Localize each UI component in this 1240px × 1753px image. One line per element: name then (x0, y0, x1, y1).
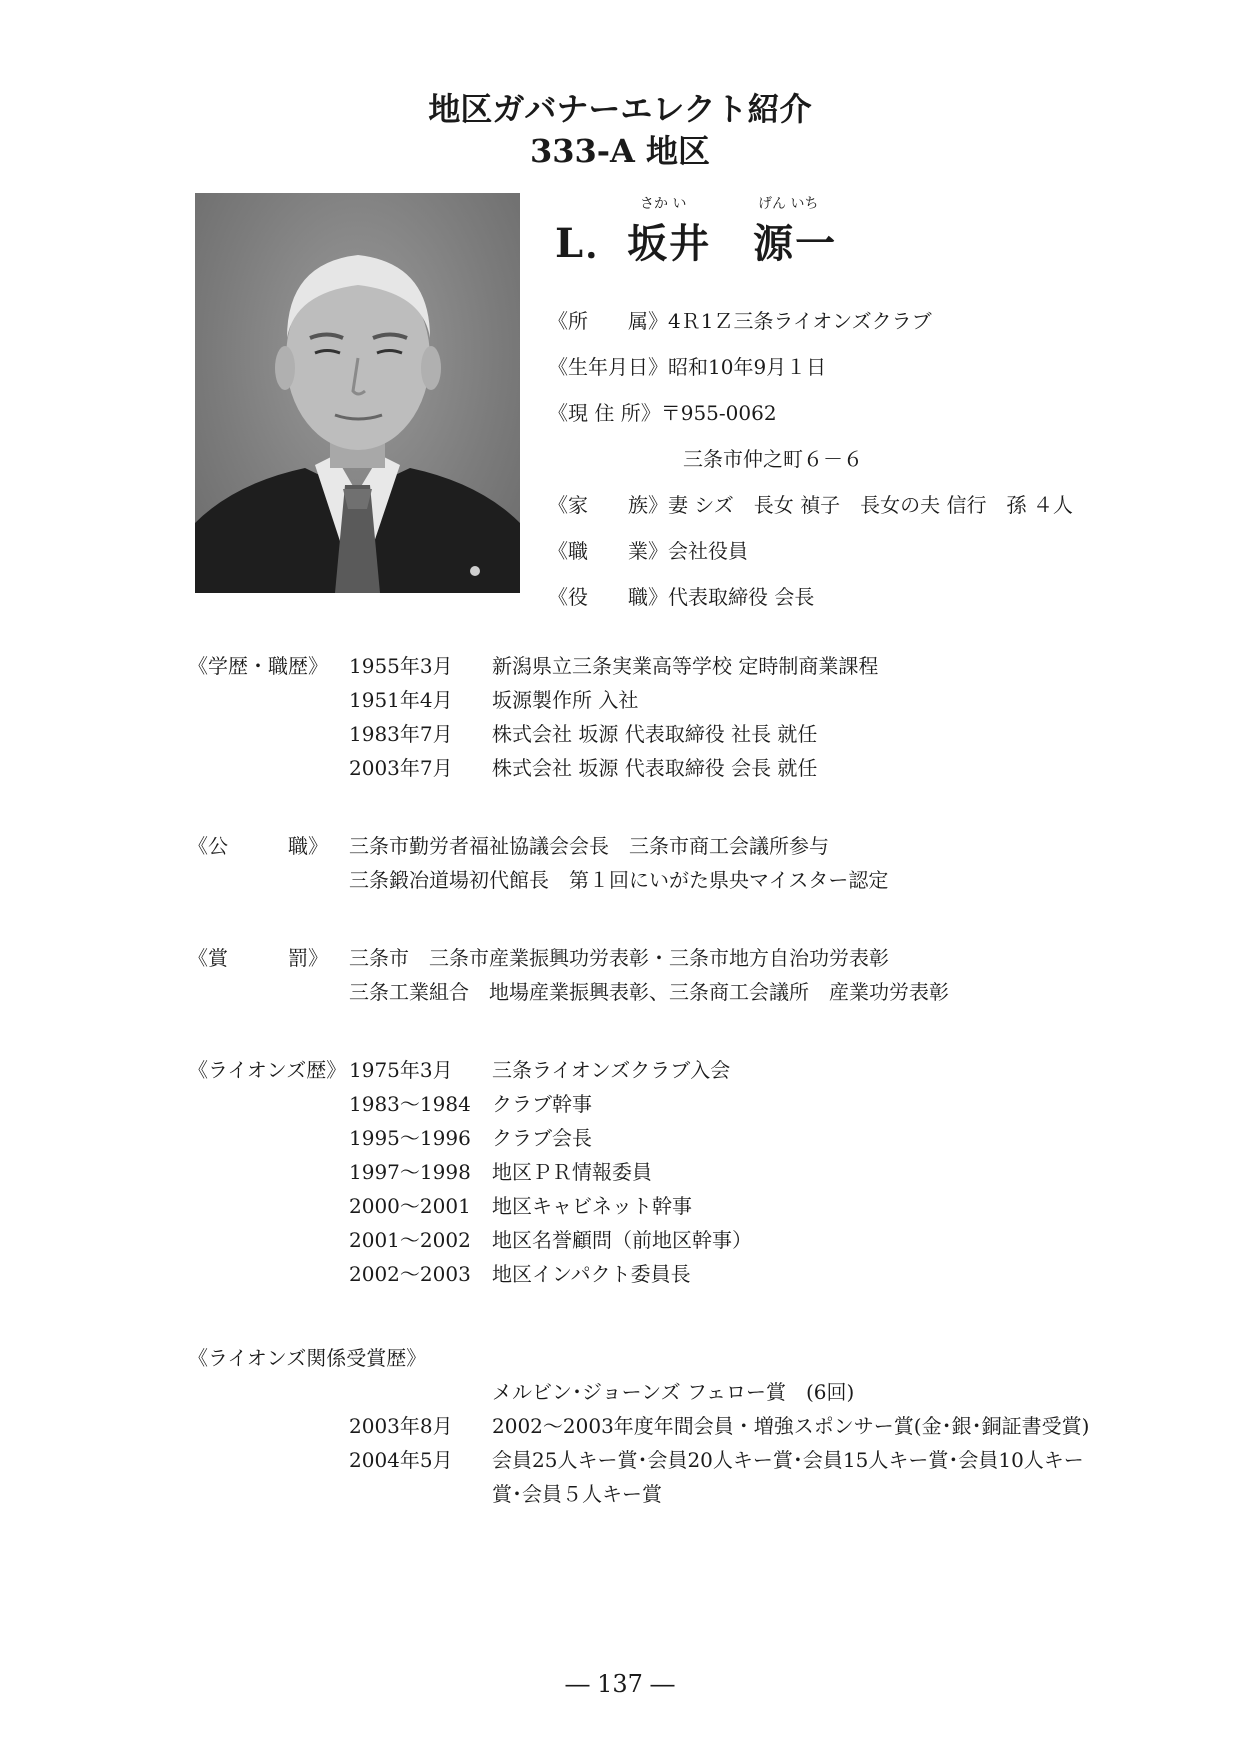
education-text: 株式会社 坂源 代表取締役 会長 就任 (492, 756, 818, 780)
profile-value: 会社役員 (668, 539, 748, 563)
profile-row-address-line2 (683, 443, 863, 472)
name-ruby-surname: さか い (640, 196, 687, 212)
profile-label: 《家 族》 (548, 493, 668, 517)
lions-history-text: 地区キャビネット幹事 (492, 1194, 692, 1218)
profile-value: 代表取締役 会長 (668, 585, 815, 609)
profile-value: 三条市仲之町６－６ (683, 447, 863, 471)
public-office-line: 三条市勤労者福祉協議会会長 三条市商工会議所参与 (349, 834, 829, 858)
lions-history-text: クラブ会長 (492, 1126, 592, 1150)
lions-history-date: 1983～1984 (349, 1092, 471, 1116)
profile-label: 《生年月日》 (548, 355, 668, 379)
profile-value: 〒955-0062 (660, 401, 777, 425)
lions-awards-text: メルビン･ジョーンズ フェロー賞 (6回) (492, 1380, 855, 1404)
profile-row-occupation (548, 535, 748, 564)
lions-history-date: 2000～2001 (349, 1194, 471, 1218)
lions-history-date: 1997～1998 (349, 1160, 471, 1184)
name-ruby-given: げん いち (758, 196, 819, 212)
awards-label: 《賞 罰》 (188, 946, 328, 970)
lions-awards-date: 2004年5月 (349, 1448, 453, 1472)
lions-awards-label: 《ライオンズ関係受賞歴》 (188, 1346, 427, 1370)
awards-line: 三条工業組合 地場産業振興表彰、三条商工会議所 産業功労表彰 (349, 980, 949, 1004)
portrait-photo (195, 193, 520, 593)
lions-history-text: 地区ＰＲ情報委員 (492, 1160, 652, 1184)
profile-label: 《役 職》 (548, 585, 668, 609)
profile-row-birthdate (548, 351, 826, 380)
education-label: 《学歴・職歴》 (188, 654, 328, 678)
lions-awards-text: 2002～2003年度年間会員・増強スポンサー賞(金･銀･銅証書受賞) (492, 1414, 1090, 1438)
profile-label: 《現 住 所》 (548, 401, 661, 425)
person-name: L．坂井 源一 (555, 220, 838, 267)
education-text: 新潟県立三条実業高等学校 定時制商業課程 (492, 654, 879, 678)
profile-row-address (548, 397, 777, 426)
lions-awards-text: 賞･会員５人キー賞 (492, 1482, 662, 1506)
education-date: 1951年4月 (349, 688, 453, 712)
page-title: 地区ガバナーエレクト紹介 (428, 90, 812, 128)
district-subtitle: 333-A 地区 (529, 132, 711, 170)
lions-history-label: 《ライオンズ歴》 (188, 1058, 347, 1082)
lions-history-text: 地区名誉顧問（前地区幹事） (492, 1228, 752, 1252)
profile-row-family (548, 489, 1073, 518)
awards-line: 三条市 三条市産業振興功労表彰・三条市地方自治功労表彰 (349, 946, 889, 970)
lions-history-date: 2002～2003 (349, 1262, 471, 1286)
education-text: 坂源製作所 入社 (492, 688, 639, 712)
lions-history-date: 1975年3月 (349, 1058, 453, 1082)
profile-value: 4Ｒ1Ｚ三条ライオンズクラブ (668, 309, 932, 333)
education-date: 1955年3月 (349, 654, 453, 678)
public-office-line: 三条鍛冶道場初代館長 第１回にいがた県央マイスター認定 (349, 868, 889, 892)
lions-history-text: クラブ幹事 (492, 1092, 592, 1116)
education-date: 1983年7月 (349, 722, 453, 746)
public-office-label: 《公 職》 (188, 834, 328, 858)
page-number: ― 137 ― (565, 1670, 675, 1698)
profile-row-position (548, 581, 814, 610)
profile-value: 妻 シズ 長女 禎子 長女の夫 信行 孫 ４人 (668, 493, 1073, 517)
profile-label: 《所 属》 (548, 309, 668, 333)
lions-history-date: 2001～2002 (349, 1228, 471, 1252)
lions-awards-date: 2003年8月 (349, 1414, 453, 1438)
lions-history-text: 地区インパクト委員長 (492, 1262, 691, 1286)
profile-row-affiliation (548, 305, 932, 334)
lions-history-text: 三条ライオンズクラブ入会 (492, 1058, 731, 1082)
lions-history-date: 1995～1996 (349, 1126, 471, 1150)
profile-value: 昭和10年9月１日 (668, 355, 827, 379)
portrait-figure-icon (195, 193, 520, 593)
education-date: 2003年7月 (349, 756, 453, 780)
lions-awards-text: 会員25人キー賞･会員20人キー賞･会員15人キー賞･会員10人キー (492, 1448, 1084, 1472)
education-text: 株式会社 坂源 代表取締役 社長 就任 (492, 722, 818, 746)
profile-label: 《職 業》 (548, 539, 668, 563)
